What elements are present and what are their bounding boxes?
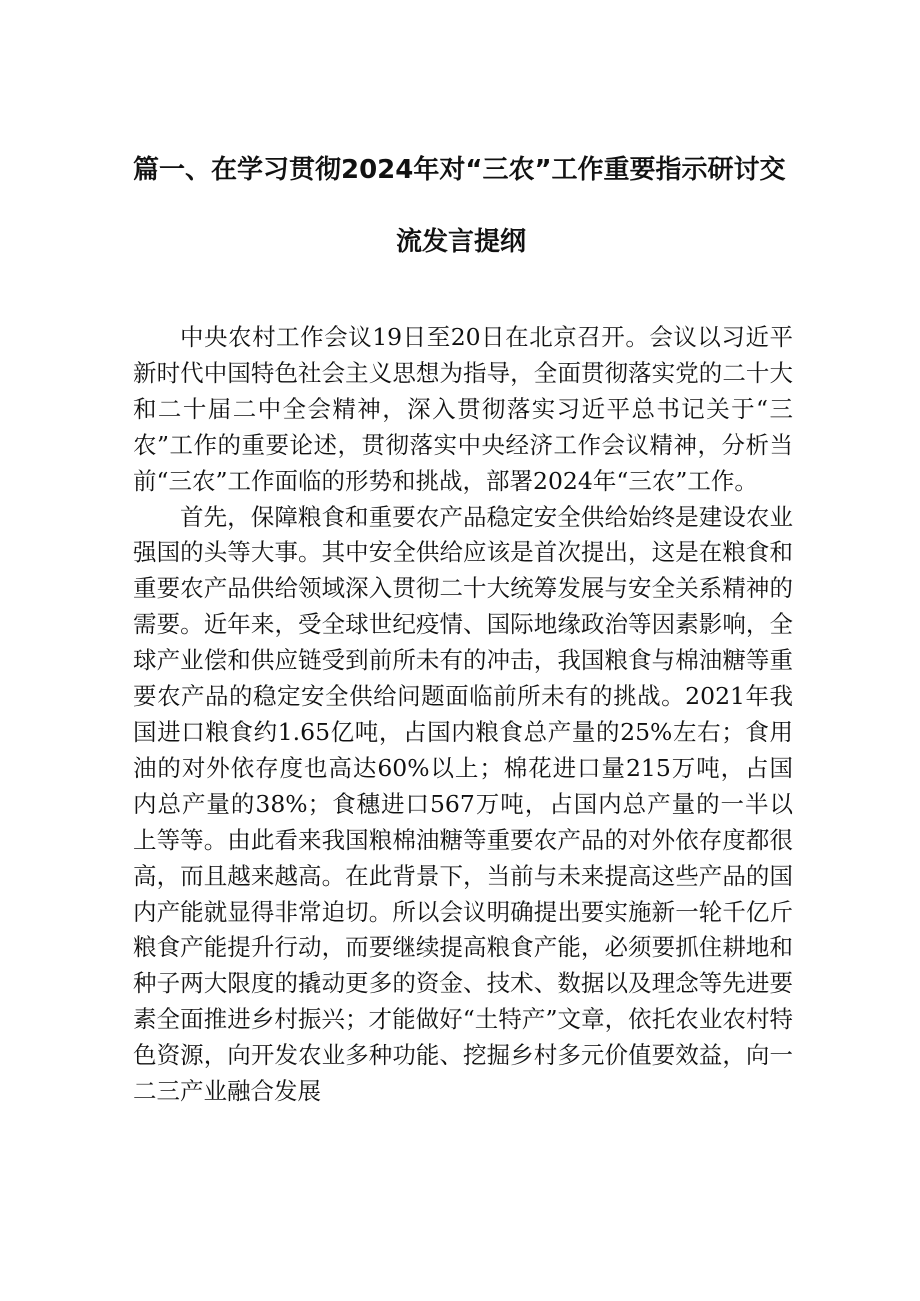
document-body bbox=[133, 320, 793, 1110]
document-title-line-1: 篇一、在学习贯彻2024年对“三农”工作重要指示研讨交 bbox=[133, 155, 786, 185]
document-title-line-2: 流发言提纲 bbox=[395, 227, 526, 257]
body-paragraph-2: 首先，保障粮食和重要农产品稳定安全供给始终是建设农业强国的头等大事。其中安全供给应该是首次提出，这是在粮食和重要农产品供给领域深入贯彻二十大统筹发展与安全关系精神的需要。近年来，受全球世纪疫情、国际地缘政治等因素影响，全球产业偿和供应链受到前所未有的冲击，我国粮食与棉油糖等重要农产品的稳定安全供给问题面临前所未有的挑战。2021年我国进口粮食约1.65亿吨，占国内粮食总产量的25%左右；食用油的对外依存度也高达60%以上；棉花进口量215万吨，占国内总产量的38%；食穗进口567万吨，占国内总产量的一半以上等等。由此看来我国粮棉油糖等重要农产品的对外依存度都很高，而且越来越高。在此背景下，当前与未来提高这些产品的国内产能就显得非常迫切。所以会议明确提出要实施新一轮千亿斤粮食产能提升行动，而要继续提高粮食产能，必须要抓住耕地和种子两大限度的撬动更多的资金、技术、数据以及理念等先进要素全面推进乡村振兴；才能做好“土特产”文章，依托农业农村特色资源，向开发农业多种功能、挖掘乡村多元价值要效益，向一二三产业融合发展 bbox=[133, 502, 793, 1106]
body-paragraph-1: 中央农村工作会议19日至20日在北京召开。会议以习近平新时代中国特色社会主义思想为指导，全面贯彻落实党的二十大和二十届二中全会精神，深入贯彻落实习近平总书记关于“三农”工作的重要论述，贯彻落实中央经济工作会议精神，分析当前“三农”工作面临的形势和挑战，部署2024年“三农”工作。 bbox=[133, 323, 793, 495]
